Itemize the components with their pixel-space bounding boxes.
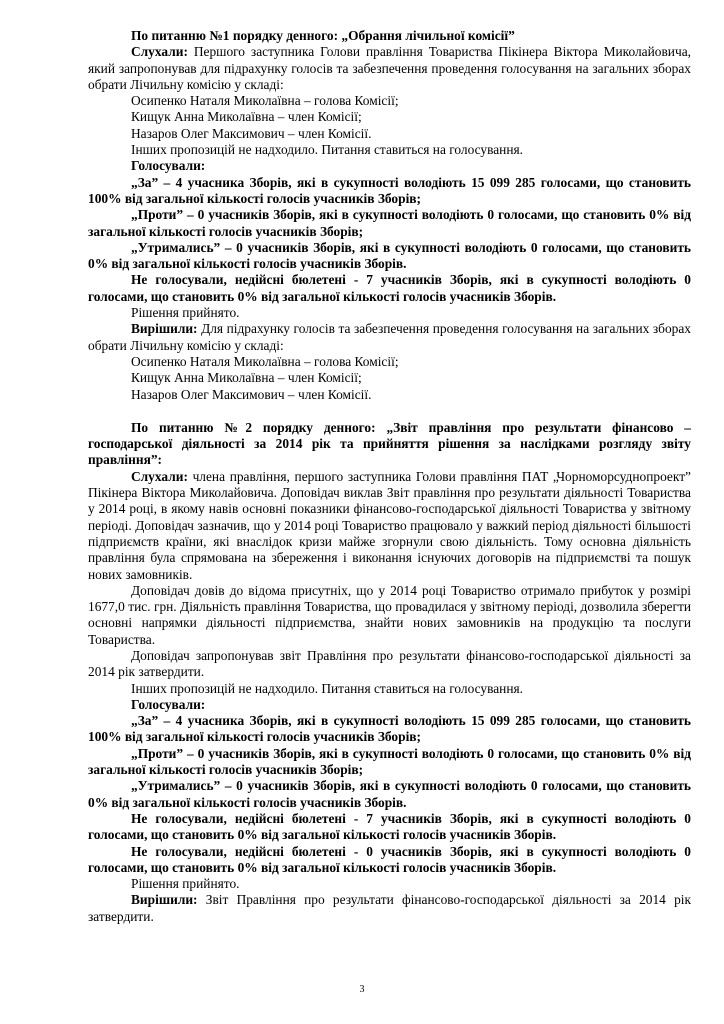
issue2-vote-for: „За” – 4 учасника Зборів, які в сукупності володіють 15 099 285 голосами, що становить 100% від загальної кількості голосів учасників Зборів;	[88, 713, 691, 745]
issue1-adopted: Рішення прийнято.	[131, 305, 240, 321]
issue2-vote-against: „Проти” – 0 учасників Зборів, які в сукупності володіють 0 голосами, що становить 0% від загальної кількості голосів учасників Зборів;	[88, 745, 691, 778]
issue1-decided-text: Для підрахунку голосів та забезпечення проведення голосування на загальних зборах обрати Лічильну комісію у складі:	[88, 321, 691, 353]
issue2-decided	[88, 892, 691, 925]
issue2-adopted: Рішення прийнято.	[131, 876, 240, 892]
issue1-vote-for: „За” – 4 учасника Зборів, які в сукупності володіють 15 099 285 голосами, що становить 100% від загальної кількості голосів учасників Зборів;	[88, 174, 691, 206]
issue1-decided-member-1: Осипенко Наталя Миколаївна – голова Комісії;	[131, 353, 399, 369]
issue2-heading: По питанню №2 порядку денного: „Звіт правління про результати фінансово – господарської діяльності за 2014 рік та прийняття рішення за наслідками розгляду звіту правління”:	[88, 419, 691, 468]
issue1-decided-member-3: Назаров Олег Максимович – член Комісії.	[131, 386, 372, 402]
issue1-member-3: Назаров Олег Максимович – член Комісії.	[131, 125, 372, 141]
issue2-heard	[88, 469, 691, 583]
document-page	[88, 28, 691, 1018]
section-spacer	[88, 403, 691, 420]
issue1-decided	[88, 321, 691, 354]
issue2-voted-label: Голосували:	[131, 696, 206, 712]
issue1-heading: По питанню №1 порядку денного: „Обрання лічильної комісії”	[131, 28, 515, 43]
issue2-paragraph-profit: Доповідач довів до відома присутніх, що у 2014 році Товариство отримало прибуток у розмірі 1677,0 тис. грн. Діяльність правління Товариства, що провадилася у звітному періоді, дозволила зберегти основні напрямки діяльності підприємства, знайти нових замовників на продукцію та послуги Товариства.	[88, 582, 691, 647]
issue1-decided-member-2: Кищук Анна Миколаївна – член Комісії;	[131, 370, 362, 386]
issue2-heard-label: Слухали:	[131, 468, 188, 484]
issue1-heard-label: Слухали:	[131, 44, 188, 60]
issue2-decided-text: Звіт Правління про результати фінансово-господарської діяльності за 2014 рік затвердити.	[88, 892, 691, 924]
issue1-heard	[88, 44, 691, 93]
issue1-voted-label: Голосували:	[131, 158, 206, 174]
issue2-vote-abstain: „Утримались” – 0 учасників Зборів, які в сукупності володіють 0 голосами, що становить 0% від загальної кількості голосів учасників Зборів.	[88, 778, 691, 810]
issue1-decided-label: Вирішили:	[131, 321, 198, 337]
issue1-member-2: Кищук Анна Миколаївна – член Комісії;	[131, 109, 362, 125]
issue1-member-1: Осипенко Наталя Миколаївна – голова Комісії;	[131, 93, 399, 109]
issue1-no-other: Інших пропозицій не надходило. Питання ставиться на голосування.	[131, 142, 524, 158]
page-number: 3	[359, 984, 365, 995]
issue2-vote-invalid-0: Не голосували, недійсні бюлетені - 0 учасників Зборів, які в сукупності володіють 0 голосами, що становить 0% від загальної кількості голосів учасників Зборів.	[88, 843, 691, 875]
issue1-vote-against: „Проти” – 0 учасників Зборів, які в сукупності володіють 0 голосами, що становить 0% від загальної кількості голосів учасників Зборів;	[88, 207, 691, 239]
issue2-paragraph-proposal: Доповідач запропонував звіт Правління про результати фінансово-господарської діяльності за 2014 рік затвердити.	[88, 647, 691, 680]
issue1-vote-invalid: Не голосували, недійсні бюлетені - 7 учасників Зборів, які в сукупності володіють 0 голосами, що становить 0% від загальної кількості голосів учасників Зборів.	[88, 272, 691, 304]
issue2-heard-text: члена правління, першого заступника Голови правління ПАТ „Чорноморсуднопроект” Пікінера Віктора Миколайовича. Доповідач виклав Звіт правління про результати діяльності Товариства у 2014 році, в якому навів основні показники фінансово-господарської діяльності Товариства у звітному періоді. Доповідач зазначив, що у 2014 році Товариство працювало у важкий період діяльності більшості підприємств країни, які внаслідок кризи майже згорнули свою діяльність. Тому основна діяльність правління була спрямована на збереження і виконання існуючих договорів на підприємстві та пошук нових замовників.	[88, 468, 691, 582]
issue2-vote-invalid-7: Не голосували, недійсні бюлетені - 7 учасників Зборів, які в сукупності володіють 0 голосами, що становить 0% від загальної кількості голосів учасників Зборів.	[88, 810, 691, 843]
issue2-decided-label: Вирішили:	[131, 892, 198, 908]
issue1-heard-text: Першого заступника Голови правління Товариства Пікінера Віктора Миколайовича, який запропонував для підрахунку голосів та забезпечення проведення голосування на загальних зборах обрати Лічильну комісію у складі:	[88, 44, 691, 92]
issue1-vote-abstain: „Утримались” – 0 учасників Зборів, які в сукупності володіють 0 голосами, що становить 0% від загальної кількості голосів учасників Зборів.	[88, 239, 691, 272]
issue2-no-other: Інших пропозицій не надходило. Питання ставиться на голосування.	[131, 680, 524, 696]
